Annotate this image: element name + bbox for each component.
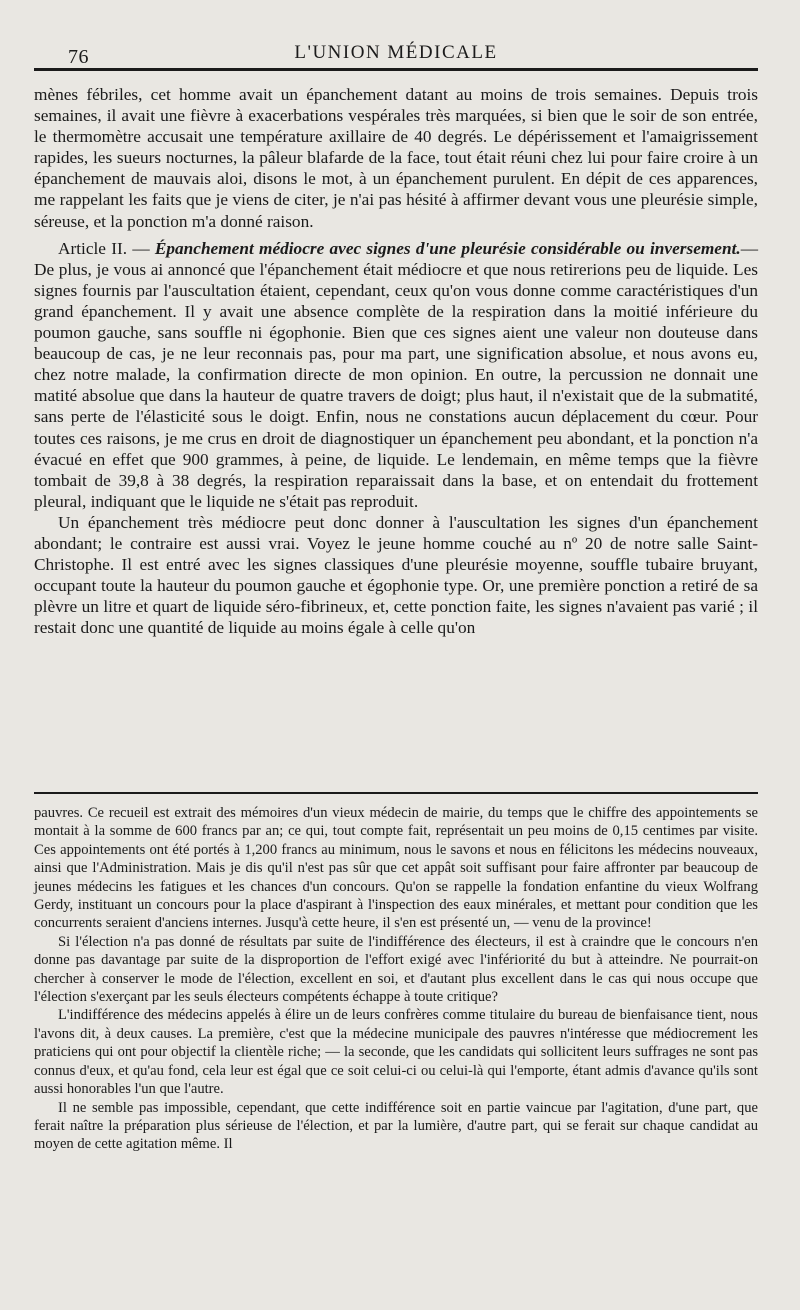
paragraph-2	[34, 238, 758, 512]
page-header	[34, 0, 758, 70]
paragraph-1: mènes fébriles, cet homme avait un épanchement datant au moins de trois semaines. Depuis trois semaines, il avait une fièvre à exacerbations vespérales très marquées, si bien que le soir de son entrée, le thermomètre accusait une température axillaire de 40 degrés. Le dépérissement et l'amaigrissement rapides, les sueurs nocturnes, la pâleur blafarde de la face, tout était réuni chez lui pour faire croire à un épanchement de mauvais aloi, disons le mot, à un épanchement purulent. En dépit de ces apparences, me rappelant les faits que je viens de citer, je n'ai pas hésité à affirmer devant vous une pleurésie simple, séreuse, et la ponction m'a donné raison.	[34, 85, 758, 231]
footnote-paragraph-4: Il ne semble pas impossible, cependant, que cette indifférence soit en partie vaincue par l'agitation, d'une part, que ferait naître la préparation plus sérieuse de l'élection, et par la lumière, d'autre part, qui se ferait sur chaque candidat au moyen de cette agitation même. Il	[34, 1099, 758, 1153]
paragraph-3: Un épanchement très médiocre peut donc donner à l'auscultation les signes d'un épanchement abondant; le contraire est aussi vrai. Voyez le jeune homme couché au nº 20 de notre salle Saint-Christophe. Il est entré avec les signes classiques d'une pleurésie moyenne, souffle tubaire bruyant, occupant toute la hauteur du poumon gauche et égophonie type. Or, une première ponction a retiré de sa plèvre un litre et quart de liquide séro-fibrineux, et, cette ponction faite, les signes n'avaient pas varié ; il restait donc une quantité de liquide au moins égale à celle qu'on	[34, 512, 758, 638]
footnote-rule	[34, 792, 758, 794]
article-title: Épanchement médiocre avec signes d'une pleurésie considérable ou inversement.	[154, 238, 741, 258]
page-number: 76	[68, 46, 89, 68]
footnotes	[34, 804, 758, 1154]
footnote-paragraph-1: pauvres. Ce recueil est extrait des mémoires d'un vieux médecin de mairie, du temps que le chiffre des appointements se montait à la somme de 600 francs par an; ce qui, tout compte fait, représentait un peu moins de 0,15 centimes par visite. Ces appointements ont été portés à 1,200 francs au minimum, nous le savons et nous en félicitons les médecins nouveaux, ainsi que l'Administration. Mais je dis qu'il n'est pas sûr que cet appât soit suffisant pour faire affronter par beaucoup de jeunes médecins les fatigues et les chances d'un concours. Qu'on se rappelle la fondation enfantine du vieux Wolfrang Gerdy, instituant un concours pour la place d'aspirant à l'inspection des eaux minérales, et mettant pour condition que les concurrents seraient d'anciens internes. Jusqu'à cette heure, il s'en est présenté un, — venu de la province!	[34, 805, 758, 932]
running-title: L'UNION MÉDICALE	[294, 42, 498, 63]
header-rule	[34, 68, 758, 71]
paragraph-2-text: — De plus, je vous ai annoncé que l'épanchement était médiocre et que nous retirerions peu de liquide. Les signes fournis par l'auscultation étaient, cependant, ceux qu'on vous donne comme caractéristiques d'un grand épanchement. Il y avait une absence complète de la respiration dans la moitié inférieure du poumon gauche, sans souffle ni égophonie. Bien que ces signes aient une valeur non douteuse dans beaucoup de cas, je ne leur reconnais pas, pour ma part, une signification absolue, et nous avons eu, chez notre malade, la confirmation directe de mon opinion. En outre, la percussion ne donnait une matité absolue que dans la hauteur de quatre travers de doigt; plus haut, il n'existait que de la submatité, sans perte de l'élasticité sous le doigt. Enfin, nous ne constations aucun déplacement du cœur. Pour toutes ces raisons, je me crus en droit de diagnostiquer un épanchement peu abondant, et la ponction n'a évacué en effet que 900 grammes, à peine, de liquide. Le lendemain, en même temps que la fièvre tombait de 39,8 à 38 degrés, la respiration reparaissait dans la base, et on entendait du frottement pleural, indiquant que le liquide ne s'était pas reproduit.	[34, 238, 758, 511]
main-text	[34, 84, 758, 638]
footnote-paragraph-2: Si l'élection n'a pas donné de résultats par suite de l'indifférence des électeurs, il est à craindre que le concours n'en donne pas davantage par suite de la disproportion de l'effort exigé avec l'infériorité du but à atteindre. Ne pourrait-on chercher à conserver le mode de l'élection, excellent en soi, et d'autant plus excellent dans le cas qui nous occupe que l'élection s'exerçant par les seuls électeurs compétents échappe à toute critique?	[34, 933, 758, 1006]
footnote-paragraph-3: L'indifférence des médecins appelés à élire un de leurs confrères comme titulaire du bureau de bienfaisance tient, nous l'avons dit, à deux causes. La première, c'est que la médecine municipale des pauvres n'intéresse que médiocrement les praticiens qui ont pour objectif la clientèle riche; — la seconde, que les candidats qui sollicitent leurs suffrages ne sont pas connus d'eux, et qu'au fond, cela leur est égal que ce soit celui-ci ou celui-là qui l'emporte, étant admis d'avance qu'ils sont aussi honorables l'un que l'autre.	[34, 1007, 758, 1098]
article-label: Article II. —	[58, 238, 155, 258]
